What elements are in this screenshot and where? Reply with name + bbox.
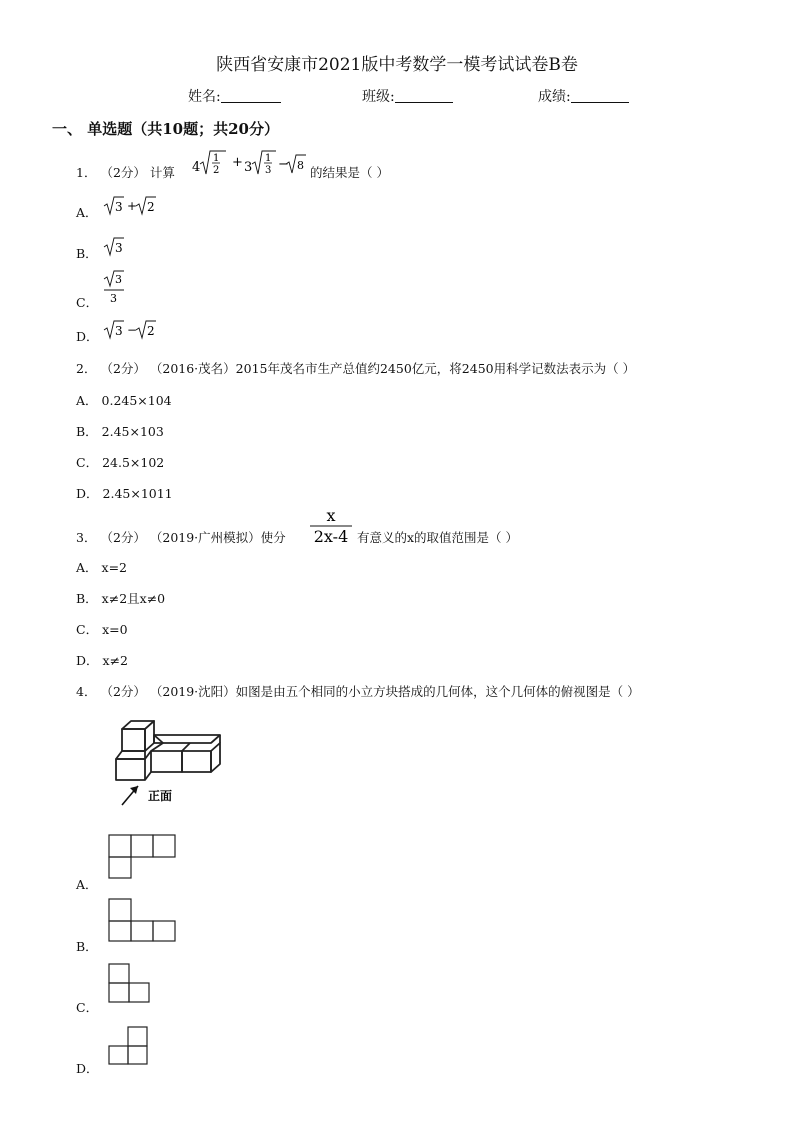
q4-option-a[interactable] xyxy=(76,875,98,893)
option-text: 0.245×104 xyxy=(101,393,172,408)
option-text: 24.5×102 xyxy=(102,455,165,470)
q4-option-d-figure xyxy=(108,1026,154,1068)
front-arrow-icon xyxy=(122,786,138,805)
svg-text:3: 3 xyxy=(115,241,123,255)
option-text: x≠2 xyxy=(102,653,128,668)
class-field xyxy=(362,86,453,106)
question-number: 2． xyxy=(76,361,97,376)
question-3-suffix: 有意义的x的取值范围是（ ） xyxy=(357,530,519,545)
svg-text:3: 3 xyxy=(244,160,253,175)
svg-text:2: 2 xyxy=(213,165,220,176)
q4-option-a-figure xyxy=(108,834,178,880)
class-label: 班级: xyxy=(362,89,395,105)
svg-text:3: 3 xyxy=(115,273,122,286)
option-label: C． xyxy=(76,455,99,470)
q4-option-c-figure xyxy=(108,963,154,1005)
option-label: B． xyxy=(76,424,98,439)
option-text: x=0 xyxy=(102,622,128,637)
svg-text:+: + xyxy=(232,155,243,170)
q1-option-a-math xyxy=(100,193,160,217)
option-text: 2.45×1011 xyxy=(102,486,173,501)
score-blank xyxy=(571,88,629,103)
option-label: C． xyxy=(76,1000,99,1015)
question-stem: 计算 xyxy=(149,165,175,180)
question-points: （2分） xyxy=(100,165,146,180)
q3-option-c[interactable] xyxy=(76,620,128,638)
option-label: A． xyxy=(76,393,98,408)
question-points: （2分） xyxy=(100,684,146,699)
svg-text:1: 1 xyxy=(213,153,220,164)
option-label: A． xyxy=(76,560,98,575)
question-1 xyxy=(76,163,175,181)
option-text: x=2 xyxy=(101,560,127,575)
question-stem: （2016·茂名）2015年茂名市生产总值约2450亿元，将2450用科学记数法表示为（ ） xyxy=(149,361,636,376)
question-2 xyxy=(76,359,635,377)
svg-text:−: − xyxy=(127,323,138,337)
q3-option-b[interactable] xyxy=(76,589,165,607)
fraction-denominator: 2x-4 xyxy=(313,527,349,546)
score-label: 成绩: xyxy=(538,89,571,105)
score-field xyxy=(538,86,629,106)
svg-text:−: − xyxy=(278,157,289,172)
svg-text:3: 3 xyxy=(110,292,117,305)
q4-option-d[interactable] xyxy=(76,1059,99,1077)
name-label: 姓名: xyxy=(188,89,221,105)
svg-text:3: 3 xyxy=(265,165,272,176)
question-4 xyxy=(76,682,640,700)
svg-text:2: 2 xyxy=(147,324,155,338)
q3-fraction xyxy=(308,506,354,546)
option-label: D． xyxy=(76,653,99,668)
q2-option-c[interactable] xyxy=(76,453,164,471)
q1-option-c-math xyxy=(100,268,130,308)
q1-option-b[interactable] xyxy=(76,244,98,262)
q1-option-c[interactable] xyxy=(76,293,98,311)
question-number: 3． xyxy=(76,530,97,545)
option-label: D． xyxy=(76,329,99,344)
q3-option-a[interactable] xyxy=(76,558,127,576)
question-points: （2分） xyxy=(100,530,146,545)
option-label: A． xyxy=(76,205,98,220)
option-text: 2.45×103 xyxy=(101,424,164,439)
q2-option-b[interactable] xyxy=(76,422,164,440)
question-stem: （2019·沈阳）如图是由五个相同的小立方块搭成的几何体，这个几何体的俯视图是（ ） xyxy=(149,684,640,699)
name-field xyxy=(188,86,281,106)
option-text: x≠2且x≠0 xyxy=(101,591,166,606)
class-blank xyxy=(395,88,453,103)
q1-option-d[interactable] xyxy=(76,327,99,345)
q1-option-b-math xyxy=(100,234,130,258)
name-blank xyxy=(221,88,281,103)
svg-text:3: 3 xyxy=(115,200,123,214)
question-1-suffix: 的结果是（ ） xyxy=(310,165,389,180)
option-label: B． xyxy=(76,939,98,954)
svg-text:3: 3 xyxy=(115,324,123,338)
q1-expression xyxy=(190,146,308,182)
page-title: 陕西省安康市2021版中考数学一模考试试卷B卷 xyxy=(216,55,578,75)
question-number: 1． xyxy=(76,165,97,180)
q2-option-a[interactable] xyxy=(76,391,172,409)
q4-option-c[interactable] xyxy=(76,998,98,1016)
q1-option-d-math xyxy=(100,317,160,341)
option-label: B． xyxy=(76,591,98,606)
option-label: D． xyxy=(76,486,99,501)
option-label: D． xyxy=(76,1061,99,1076)
q4-option-b-figure xyxy=(108,898,178,944)
svg-text:8: 8 xyxy=(297,159,304,172)
option-label: A． xyxy=(76,877,98,892)
question-points: （2分） xyxy=(100,361,146,376)
option-label: B． xyxy=(76,246,98,261)
fraction-numerator: x xyxy=(326,506,336,525)
question-number: 4． xyxy=(76,684,97,699)
question-3 xyxy=(76,528,286,546)
cube-figure xyxy=(108,716,238,808)
figure-label: 正面 xyxy=(148,789,173,803)
svg-text:+: + xyxy=(127,199,138,213)
section-heading: 一、 单选题（共10题；共20分） xyxy=(52,120,279,138)
question-stem: （2019·广州模拟）使分 xyxy=(149,530,286,545)
svg-text:2: 2 xyxy=(147,200,155,214)
svg-text:4: 4 xyxy=(192,160,201,175)
q3-option-d[interactable] xyxy=(76,651,128,669)
svg-text:1: 1 xyxy=(265,153,272,164)
option-label: C． xyxy=(76,622,99,637)
q1-option-a[interactable] xyxy=(76,203,98,221)
q4-option-b[interactable] xyxy=(76,937,98,955)
q2-option-d[interactable] xyxy=(76,484,173,502)
option-label: C． xyxy=(76,295,99,310)
